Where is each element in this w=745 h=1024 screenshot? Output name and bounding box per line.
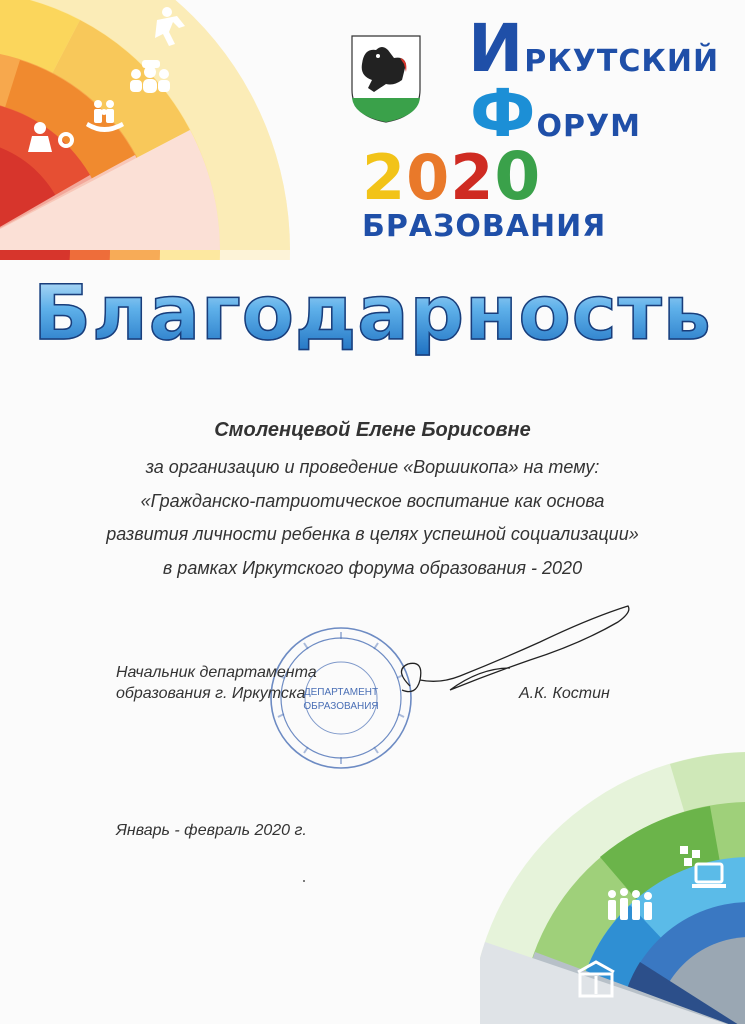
- logo-line-2020-obrazovaniya: [362, 138, 745, 244]
- signatory-position-line-1: Начальник департамента: [116, 664, 317, 681]
- logo-cap-f: Ф: [470, 75, 537, 152]
- recipient-name: Смоленцевой Елене Борисовне: [214, 419, 531, 441]
- logo-word-brazovaniya: БРАЗОВАНИЯ: [362, 209, 607, 244]
- certificate-title: Благодарность: [0, 268, 745, 357]
- logo-year-digit-1: 2: [362, 141, 407, 214]
- logo-word-orum: ОРУМ: [536, 109, 641, 144]
- signatory-position-line-2: образования г. Иркутска: [116, 685, 306, 702]
- top-left-decorative-fan: [0, 0, 300, 260]
- logo-line-irkutsky: [468, 10, 720, 87]
- logo-word-rkutsky: РКУТСКИЙ: [524, 44, 720, 79]
- body-line-2: «Гражданско-патриотическое воспитание как основа: [140, 491, 605, 511]
- logo-year-digit-2: 0: [406, 141, 451, 214]
- logo-cap-i: И: [468, 10, 525, 87]
- coat-of-arms-icon: [348, 34, 424, 124]
- bottom-right-decorative-fan: [480, 750, 745, 1024]
- body-line-1: за организацию и проведение «Воршикопа» на тему:: [145, 457, 600, 477]
- logo-cap-o: 0: [494, 138, 542, 215]
- stamp-text-line-2: ОБРАЗОВАНИЯ: [303, 701, 379, 712]
- issue-date: Январь - февраль 2020 г.: [116, 822, 307, 839]
- stamp-text-line-1: ДЕПАРТАМЕНТ: [303, 687, 379, 698]
- ink-dot: [303, 880, 305, 882]
- signatory-name: А.К. Костин: [519, 685, 610, 702]
- body-line-3: развития личности ребенка в целях успешной социализации»: [106, 524, 639, 544]
- logo-year-digit-3: 2: [450, 141, 495, 214]
- logo-line-forum: [470, 75, 641, 152]
- body-line-4: в рамках Иркутского форума образования - 2020: [162, 558, 583, 578]
